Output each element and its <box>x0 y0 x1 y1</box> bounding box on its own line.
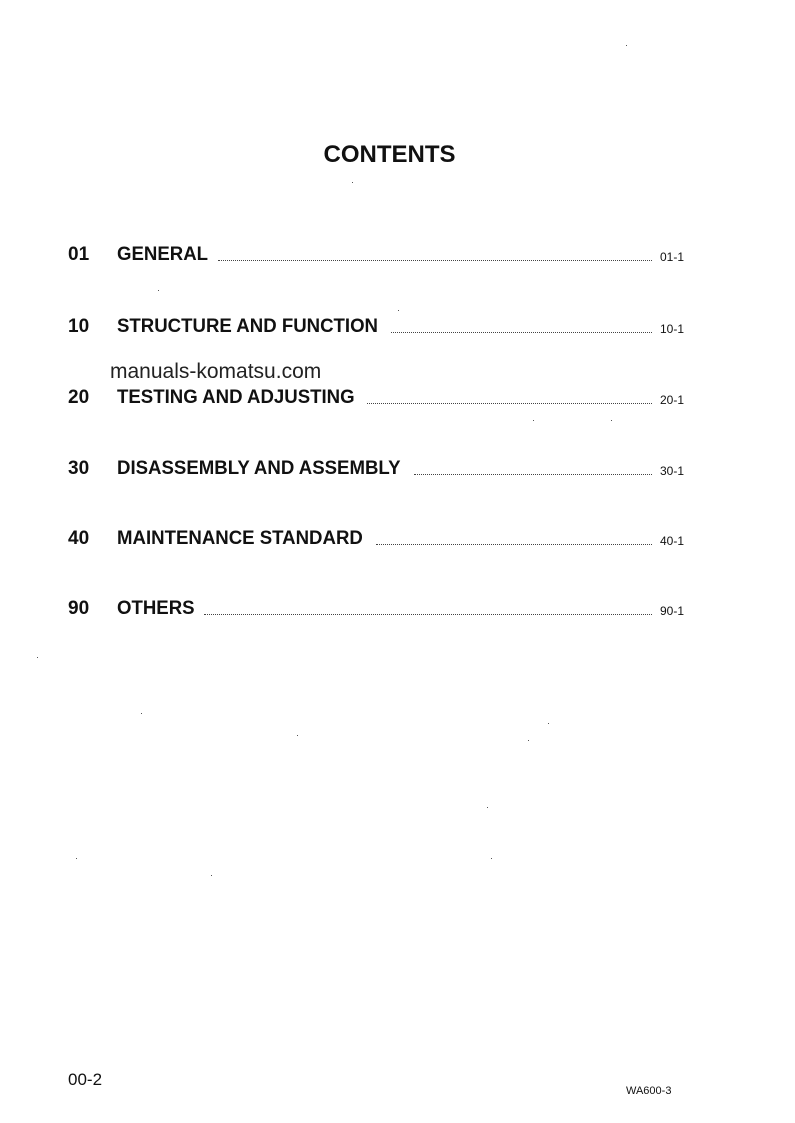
footer-model: WA600-3 <box>626 1085 672 1097</box>
scan-speck <box>626 45 627 46</box>
section-number: 01 <box>68 244 90 265</box>
scan-speck <box>297 735 298 736</box>
scan-speck <box>528 740 529 741</box>
section-title: TESTING AND ADJUSTING <box>117 387 355 408</box>
section-title: MAINTENANCE STANDARD <box>117 528 363 549</box>
section-number: 10 <box>68 316 90 337</box>
toc-entry[interactable] <box>68 312 684 338</box>
section-page: 01-1 <box>659 250 684 264</box>
toc-entry[interactable] <box>68 240 684 266</box>
scan-speck <box>37 657 38 658</box>
section-number: 20 <box>68 387 90 408</box>
section-page: 30-1 <box>659 464 684 478</box>
section-page: 40-1 <box>659 534 684 548</box>
page-title: CONTENTS <box>323 141 456 168</box>
toc-entry[interactable] <box>68 594 684 620</box>
section-title: STRUCTURE AND FUNCTION <box>117 316 379 337</box>
scan-speck <box>487 807 488 808</box>
dot-leader <box>391 332 652 333</box>
scan-speck <box>352 182 353 183</box>
section-number: 40 <box>68 528 90 549</box>
section-page: 10-1 <box>659 322 684 336</box>
section-number: 30 <box>68 458 90 479</box>
scan-speck <box>548 723 549 724</box>
section-page: 20-1 <box>659 393 684 407</box>
scan-speck <box>533 420 534 421</box>
scan-speck <box>76 858 77 859</box>
section-title: GENERAL <box>117 244 209 265</box>
dot-leader <box>218 260 652 261</box>
dot-leader <box>204 614 652 615</box>
dot-leader <box>376 544 652 545</box>
scan-speck <box>211 875 212 876</box>
dot-leader <box>414 474 652 475</box>
toc-entry[interactable] <box>68 524 684 550</box>
section-page: 90-1 <box>659 604 684 618</box>
scan-speck <box>398 310 399 311</box>
dot-leader <box>367 403 652 404</box>
scan-speck <box>158 290 159 291</box>
toc-entry[interactable] <box>68 454 684 480</box>
toc-entry[interactable] <box>68 383 684 409</box>
watermark: manuals-komatsu.com <box>110 360 322 383</box>
section-title: OTHERS <box>117 598 195 619</box>
scan-speck <box>611 420 612 421</box>
scan-speck <box>491 858 492 859</box>
section-number: 90 <box>68 598 90 619</box>
section-title: DISASSEMBLY AND ASSEMBLY <box>117 458 401 479</box>
scan-speck <box>141 713 142 714</box>
footer-page-number: 00-2 <box>68 1070 103 1089</box>
